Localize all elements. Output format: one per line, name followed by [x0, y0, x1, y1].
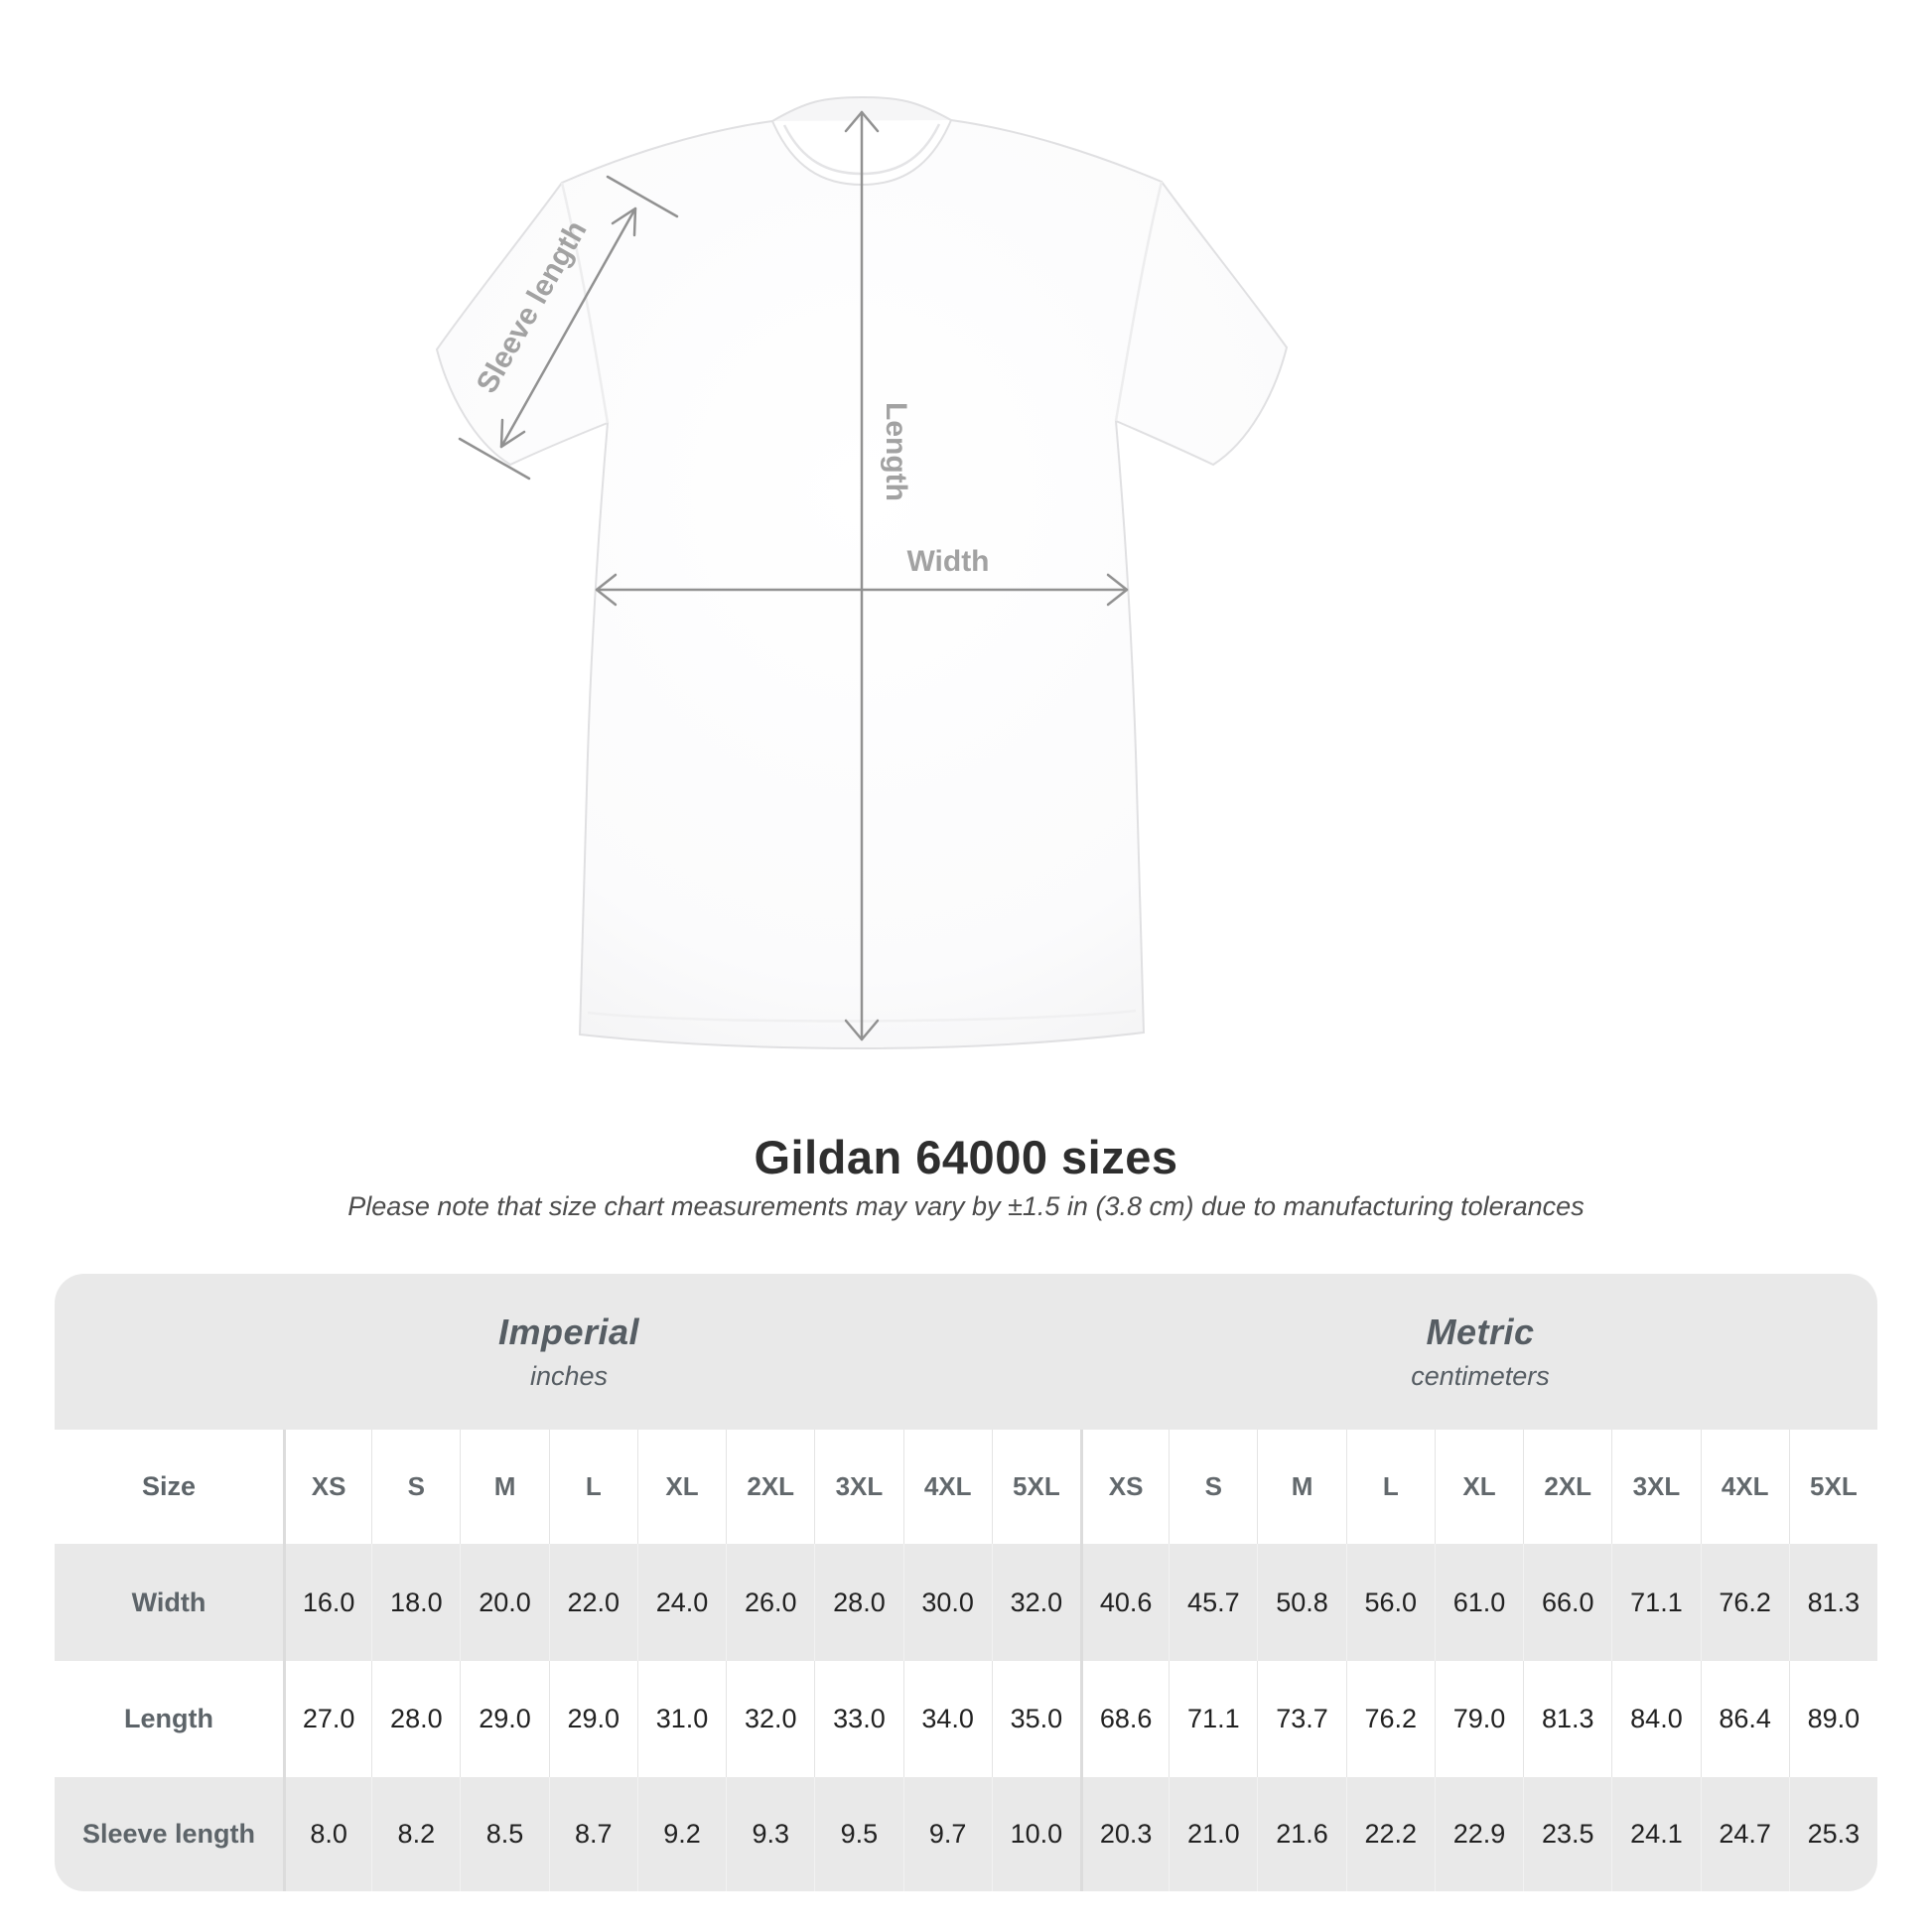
size-col-header: XL: [1435, 1430, 1523, 1544]
width-row-cells: [283, 1544, 1877, 1661]
size-col-header: S: [371, 1430, 460, 1544]
sleeve-length-row: [55, 1777, 1877, 1891]
measurement-cell: 9.2: [637, 1777, 726, 1891]
measurement-cell: 84.0: [1611, 1661, 1700, 1777]
measurement-cell: 20.3: [1080, 1777, 1169, 1891]
size-col-header: L: [549, 1430, 637, 1544]
measurement-cell: 76.2: [1701, 1544, 1789, 1661]
measurement-cell: 33.0: [814, 1661, 902, 1777]
size-col-header: 2XL: [1523, 1430, 1611, 1544]
measurement-cell: 8.0: [283, 1777, 371, 1891]
sleeve-length-row-cells: [283, 1777, 1877, 1891]
measurement-cell: 32.0: [992, 1544, 1080, 1661]
measurement-cell: 30.0: [903, 1544, 992, 1661]
measurement-cell: 25.3: [1789, 1777, 1877, 1891]
measurement-cell: 32.0: [726, 1661, 814, 1777]
measurement-cell: 71.1: [1611, 1544, 1700, 1661]
measurement-cell: 28.0: [371, 1661, 460, 1777]
width-row: [55, 1544, 1877, 1661]
measurement-cell: 56.0: [1346, 1544, 1435, 1661]
measurement-cell: 26.0: [726, 1544, 814, 1661]
metric-section-title: Metric: [1426, 1311, 1535, 1352]
measurement-cell: 71.1: [1169, 1661, 1257, 1777]
measurement-cell: 81.3: [1523, 1661, 1611, 1777]
measurement-cell: 86.4: [1701, 1661, 1789, 1777]
measurement-cell: 50.8: [1257, 1544, 1345, 1661]
measurement-cell: 10.0: [992, 1777, 1080, 1891]
size-table: [55, 1274, 1877, 1891]
size-col-header: 2XL: [726, 1430, 814, 1544]
measurement-cell: 24.7: [1701, 1777, 1789, 1891]
metric-section-header: [1083, 1274, 1877, 1430]
width-row-label: Width: [131, 1587, 207, 1617]
measurement-cell: 18.0: [371, 1544, 460, 1661]
sleeve-length-row-label: Sleeve length: [81, 1819, 256, 1849]
length-row-label: Length: [124, 1704, 213, 1733]
size-col-header: XL: [637, 1430, 726, 1544]
size-col-header: 4XL: [903, 1430, 992, 1544]
imperial-section-title: Imperial: [497, 1311, 640, 1352]
measurement-cell: 21.0: [1169, 1777, 1257, 1891]
measurement-cell: 22.0: [549, 1544, 637, 1661]
width-label: Width: [906, 545, 990, 578]
size-col-header: 3XL: [1611, 1430, 1700, 1544]
size-col-header: S: [1169, 1430, 1257, 1544]
measurement-cell: 61.0: [1435, 1544, 1523, 1661]
size-header-cells: [283, 1430, 1877, 1544]
unit-section-band: [55, 1274, 1877, 1430]
measurement-cell: 24.0: [637, 1544, 726, 1661]
size-col-header: XS: [1080, 1430, 1169, 1544]
measurement-cell: 22.2: [1346, 1777, 1435, 1891]
measurement-cell: 35.0: [992, 1661, 1080, 1777]
measurement-cell: 81.3: [1789, 1544, 1877, 1661]
measurement-cell: 29.0: [549, 1661, 637, 1777]
measurement-cell: 20.0: [460, 1544, 548, 1661]
imperial-section-header: [55, 1274, 1083, 1430]
size-col-header: 5XL: [1789, 1430, 1877, 1544]
size-col-header: L: [1346, 1430, 1435, 1544]
size-col-header: 4XL: [1701, 1430, 1789, 1544]
length-row-cells: [283, 1661, 1877, 1777]
measurement-cell: 23.5: [1523, 1777, 1611, 1891]
measurement-cell: 76.2: [1346, 1661, 1435, 1777]
measurement-cell: 8.7: [549, 1777, 637, 1891]
metric-section-unit: centimeters: [1411, 1361, 1550, 1391]
measurement-cell: 34.0: [903, 1661, 992, 1777]
measurement-cell: 40.6: [1080, 1544, 1169, 1661]
length-label: Length: [880, 402, 912, 501]
measurement-cell: 24.1: [1611, 1777, 1700, 1891]
measurement-cell: 31.0: [637, 1661, 726, 1777]
measurement-cell: 79.0: [1435, 1661, 1523, 1777]
size-col-header: 5XL: [992, 1430, 1080, 1544]
size-col-header: M: [460, 1430, 548, 1544]
measurement-cell: 27.0: [283, 1661, 371, 1777]
measurement-cell: 28.0: [814, 1544, 902, 1661]
measurement-cell: 21.6: [1257, 1777, 1345, 1891]
measurement-cell: 73.7: [1257, 1661, 1345, 1777]
measurement-cell: 8.2: [371, 1777, 460, 1891]
measurement-cell: 89.0: [1789, 1661, 1877, 1777]
size-col-header: XS: [283, 1430, 371, 1544]
measurement-cell: 29.0: [460, 1661, 548, 1777]
length-row: [55, 1661, 1877, 1777]
measurement-cell: 66.0: [1523, 1544, 1611, 1661]
sleeve-length-label: Sleeve length: [470, 214, 594, 399]
measurement-cell: 68.6: [1080, 1661, 1169, 1777]
size-header-row: [55, 1430, 1877, 1544]
size-column-label: Size: [141, 1471, 197, 1501]
page-title: Gildan 64000 sizes: [754, 1131, 1178, 1183]
tolerance-note: Please note that size chart measurements may vary by ±1.5 in (3.8 cm) due to manufacturing tolerances: [347, 1191, 1585, 1221]
measurement-cell: 16.0: [283, 1544, 371, 1661]
imperial-section-unit: inches: [529, 1361, 609, 1391]
measurement-cell: 8.5: [460, 1777, 548, 1891]
measurement-cell: 45.7: [1169, 1544, 1257, 1661]
measurement-cell: 22.9: [1435, 1777, 1523, 1891]
measurement-cell: 9.5: [814, 1777, 902, 1891]
size-col-header: M: [1257, 1430, 1345, 1544]
measurement-cell: 9.7: [903, 1777, 992, 1891]
size-col-header: 3XL: [814, 1430, 902, 1544]
measurement-cell: 9.3: [726, 1777, 814, 1891]
